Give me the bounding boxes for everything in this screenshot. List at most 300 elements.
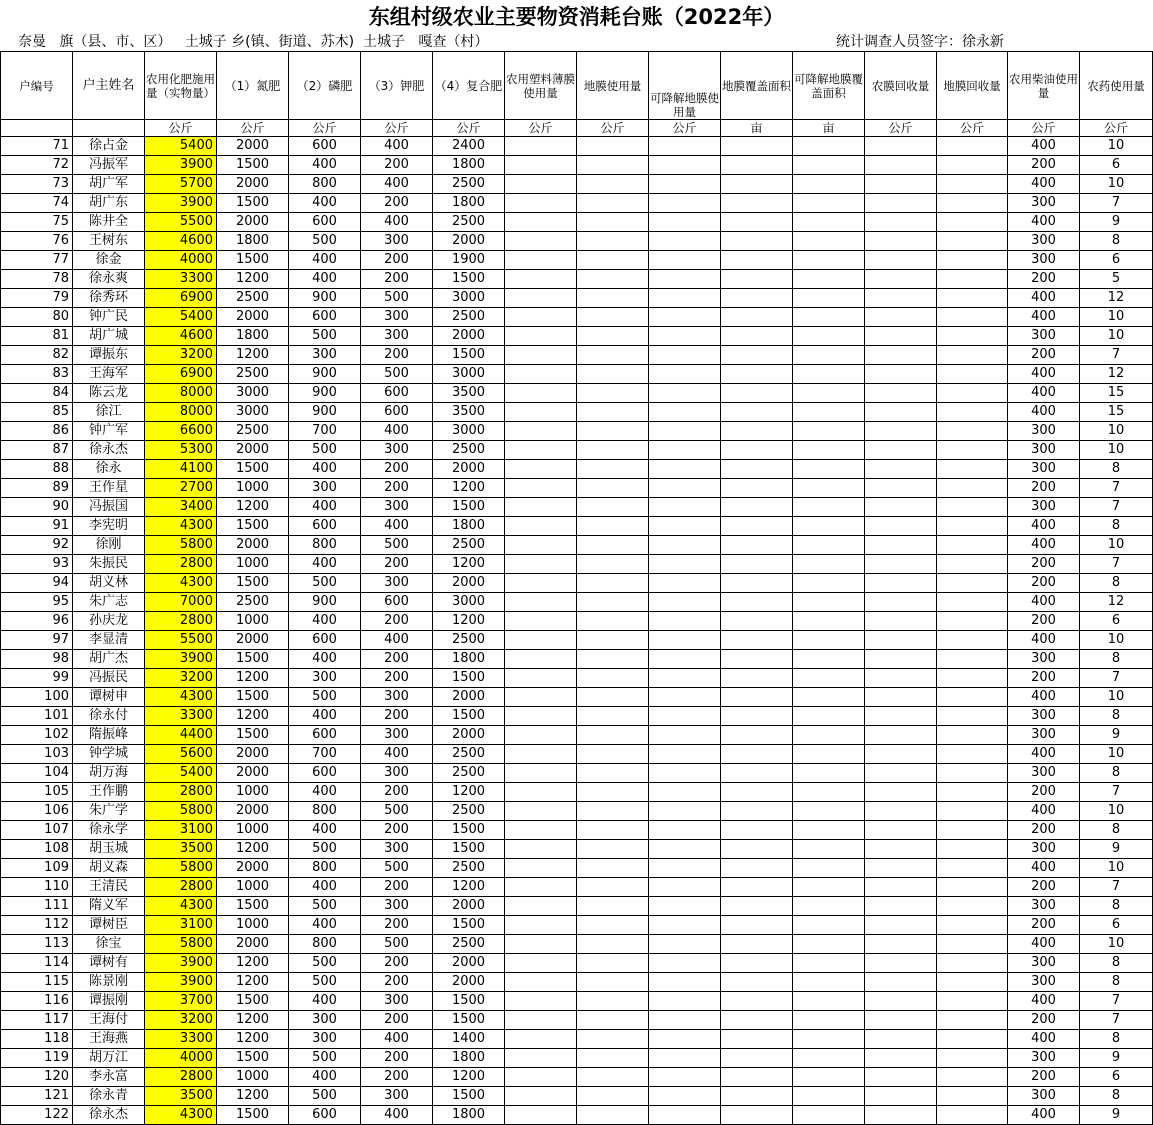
- table-row: [1, 156, 1153, 175]
- cell-mulch-area: [721, 1011, 793, 1030]
- cell-household-name: 胡义林: [73, 574, 145, 593]
- cell-degradable-film: [649, 726, 721, 745]
- cell-household-name: 谭树臣: [73, 916, 145, 935]
- cell-degradable-film: [649, 688, 721, 707]
- cell-degradable-area: [793, 441, 865, 460]
- cell-diesel: 400: [1008, 536, 1080, 555]
- cell-fertilizer-total: 4300: [145, 574, 217, 593]
- table-row: [1, 555, 1153, 574]
- cell-plastic-film: [505, 821, 577, 840]
- cell-mulch-recycle: [937, 593, 1008, 612]
- cell-degradable-film: [649, 764, 721, 783]
- cell-household-number: 102: [1, 726, 73, 745]
- cell-mulch-film: [577, 365, 649, 384]
- cell-compound: 2500: [433, 802, 505, 821]
- cell-diesel: 400: [1008, 859, 1080, 878]
- cell-fertilizer-total: 4300: [145, 688, 217, 707]
- cell-plastic-film: [505, 251, 577, 270]
- cell-degradable-film: [649, 517, 721, 536]
- cell-diesel: 400: [1008, 992, 1080, 1011]
- cell-phosphate: 400: [289, 707, 361, 726]
- cell-fertilizer-total: 5800: [145, 802, 217, 821]
- cell-mulch-recycle: [937, 308, 1008, 327]
- cell-mulch-area: [721, 897, 793, 916]
- unit-cell: 亩: [793, 120, 865, 137]
- cell-household-name: 徐永: [73, 460, 145, 479]
- table-row: [1, 840, 1153, 859]
- cell-nitrogen: 1200: [217, 1087, 289, 1106]
- cell-potash: 500: [361, 859, 433, 878]
- cell-household-number: 114: [1, 954, 73, 973]
- cell-diesel: 400: [1008, 802, 1080, 821]
- cell-household-name: 陈井全: [73, 213, 145, 232]
- header-pesticide: 农药使用量: [1080, 52, 1153, 120]
- cell-mulch-film: [577, 1030, 649, 1049]
- cell-household-name: 徐江: [73, 403, 145, 422]
- cell-diesel: 400: [1008, 745, 1080, 764]
- cell-potash: 500: [361, 935, 433, 954]
- cell-potash: 200: [361, 270, 433, 289]
- cell-degradable-area: [793, 992, 865, 1011]
- table-row: [1, 365, 1153, 384]
- cell-household-number: 96: [1, 612, 73, 631]
- cell-plastic-film: [505, 897, 577, 916]
- cell-phosphate: 400: [289, 650, 361, 669]
- cell-pesticide: 10: [1080, 441, 1153, 460]
- cell-degradable-film: [649, 593, 721, 612]
- cell-mulch-film: [577, 973, 649, 992]
- cell-diesel: 300: [1008, 251, 1080, 270]
- cell-mulch-film: [577, 422, 649, 441]
- cell-plastic-film: [505, 631, 577, 650]
- cell-mulch-area: [721, 593, 793, 612]
- table-header: [1, 52, 1153, 137]
- cell-mulch-area: [721, 498, 793, 517]
- cell-film-recycle: [865, 821, 937, 840]
- cell-mulch-area: [721, 707, 793, 726]
- cell-diesel: 400: [1008, 213, 1080, 232]
- cell-household-number: 97: [1, 631, 73, 650]
- cell-film-recycle: [865, 916, 937, 935]
- cell-mulch-recycle: [937, 270, 1008, 289]
- cell-pesticide: 8: [1080, 650, 1153, 669]
- cell-degradable-area: [793, 821, 865, 840]
- cell-degradable-film: [649, 992, 721, 1011]
- cell-degradable-film: [649, 821, 721, 840]
- cell-potash: 200: [361, 346, 433, 365]
- cell-degradable-area: [793, 555, 865, 574]
- cell-potash: 200: [361, 973, 433, 992]
- cell-plastic-film: [505, 574, 577, 593]
- cell-film-recycle: [865, 365, 937, 384]
- cell-phosphate: 900: [289, 593, 361, 612]
- cell-compound: 2500: [433, 859, 505, 878]
- cell-nitrogen: 2000: [217, 802, 289, 821]
- cell-pesticide: 8: [1080, 973, 1153, 992]
- cell-potash: 200: [361, 555, 433, 574]
- cell-compound: 2500: [433, 631, 505, 650]
- cell-film-recycle: [865, 859, 937, 878]
- cell-mulch-area: [721, 745, 793, 764]
- cell-mulch-recycle: [937, 403, 1008, 422]
- cell-mulch-film: [577, 802, 649, 821]
- cell-mulch-recycle: [937, 821, 1008, 840]
- cell-degradable-area: [793, 346, 865, 365]
- cell-nitrogen: 1200: [217, 498, 289, 517]
- cell-mulch-recycle: [937, 992, 1008, 1011]
- cell-nitrogen: 2500: [217, 422, 289, 441]
- cell-degradable-area: [793, 612, 865, 631]
- cell-mulch-area: [721, 403, 793, 422]
- cell-diesel: 300: [1008, 726, 1080, 745]
- cell-nitrogen: 2000: [217, 213, 289, 232]
- cell-mulch-film: [577, 745, 649, 764]
- cell-film-recycle: [865, 460, 937, 479]
- unit-cell: 公斤: [433, 120, 505, 137]
- cell-mulch-film: [577, 669, 649, 688]
- cell-mulch-area: [721, 555, 793, 574]
- cell-film-recycle: [865, 992, 937, 1011]
- cell-nitrogen: 1500: [217, 574, 289, 593]
- cell-compound: 1200: [433, 783, 505, 802]
- cell-pesticide: 8: [1080, 517, 1153, 536]
- cell-mulch-recycle: [937, 1087, 1008, 1106]
- cell-film-recycle: [865, 688, 937, 707]
- cell-fertilizer-total: 6900: [145, 289, 217, 308]
- cell-phosphate: 400: [289, 555, 361, 574]
- cell-degradable-film: [649, 859, 721, 878]
- cell-diesel: 300: [1008, 498, 1080, 517]
- cell-plastic-film: [505, 783, 577, 802]
- cell-potash: 400: [361, 175, 433, 194]
- table-row: [1, 270, 1153, 289]
- cell-plastic-film: [505, 479, 577, 498]
- cell-mulch-area: [721, 840, 793, 859]
- cell-mulch-area: [721, 308, 793, 327]
- cell-degradable-area: [793, 916, 865, 935]
- cell-film-recycle: [865, 783, 937, 802]
- cell-pesticide: 10: [1080, 308, 1153, 327]
- cell-diesel: 200: [1008, 916, 1080, 935]
- cell-diesel: 400: [1008, 403, 1080, 422]
- cell-degradable-film: [649, 232, 721, 251]
- cell-household-number: 90: [1, 498, 73, 517]
- cell-mulch-film: [577, 631, 649, 650]
- unit-cell-empty: [1, 120, 73, 137]
- cell-household-name: 钟广民: [73, 308, 145, 327]
- cell-nitrogen: 1500: [217, 460, 289, 479]
- cell-diesel: 200: [1008, 270, 1080, 289]
- cell-mulch-area: [721, 1049, 793, 1068]
- cell-compound: 1500: [433, 1011, 505, 1030]
- cell-potash: 300: [361, 897, 433, 916]
- cell-compound: 1200: [433, 555, 505, 574]
- cell-degradable-film: [649, 916, 721, 935]
- cell-mulch-area: [721, 517, 793, 536]
- cell-mulch-film: [577, 650, 649, 669]
- cell-nitrogen: 1000: [217, 555, 289, 574]
- cell-phosphate: 500: [289, 1049, 361, 1068]
- cell-phosphate: 800: [289, 859, 361, 878]
- cell-phosphate: 500: [289, 327, 361, 346]
- cell-household-name: 谭树申: [73, 688, 145, 707]
- cell-mulch-area: [721, 441, 793, 460]
- cell-mulch-area: [721, 859, 793, 878]
- cell-diesel: 200: [1008, 821, 1080, 840]
- cell-household-number: 101: [1, 707, 73, 726]
- table-row: [1, 308, 1153, 327]
- cell-household-name: 徐永杰: [73, 441, 145, 460]
- cell-plastic-film: [505, 1068, 577, 1087]
- cell-degradable-area: [793, 213, 865, 232]
- cell-mulch-recycle: [937, 137, 1008, 156]
- cell-degradable-area: [793, 1011, 865, 1030]
- cell-fertilizer-total: 3200: [145, 669, 217, 688]
- cell-phosphate: 400: [289, 916, 361, 935]
- cell-nitrogen: 1200: [217, 973, 289, 992]
- cell-degradable-area: [793, 422, 865, 441]
- cell-phosphate: 600: [289, 1106, 361, 1125]
- cell-mulch-recycle: [937, 175, 1008, 194]
- table-row: [1, 1049, 1153, 1068]
- header-potash: （3）钾肥: [361, 52, 433, 120]
- cell-film-recycle: [865, 308, 937, 327]
- cell-degradable-area: [793, 897, 865, 916]
- cell-diesel: 300: [1008, 441, 1080, 460]
- cell-mulch-film: [577, 726, 649, 745]
- cell-film-recycle: [865, 954, 937, 973]
- cell-nitrogen: 2000: [217, 536, 289, 555]
- ledger-table: [0, 51, 1153, 1125]
- cell-degradable-area: [793, 688, 865, 707]
- cell-mulch-film: [577, 821, 649, 840]
- cell-nitrogen: 2500: [217, 289, 289, 308]
- cell-mulch-area: [721, 346, 793, 365]
- table-row: [1, 783, 1153, 802]
- cell-mulch-film: [577, 954, 649, 973]
- table-row: [1, 1087, 1153, 1106]
- cell-degradable-film: [649, 631, 721, 650]
- cell-mulch-area: [721, 973, 793, 992]
- cell-degradable-area: [793, 1049, 865, 1068]
- table-row: [1, 764, 1153, 783]
- cell-mulch-area: [721, 232, 793, 251]
- cell-compound: 2500: [433, 764, 505, 783]
- cell-diesel: 400: [1008, 593, 1080, 612]
- unit-cell: 公斤: [361, 120, 433, 137]
- cell-pesticide: 8: [1080, 954, 1153, 973]
- cell-degradable-film: [649, 1049, 721, 1068]
- cell-diesel: 300: [1008, 1049, 1080, 1068]
- cell-nitrogen: 1500: [217, 517, 289, 536]
- cell-pesticide: 7: [1080, 878, 1153, 897]
- cell-compound: 3000: [433, 593, 505, 612]
- cell-fertilizer-total: 3100: [145, 916, 217, 935]
- cell-phosphate: 400: [289, 460, 361, 479]
- cell-nitrogen: 1200: [217, 707, 289, 726]
- cell-household-name: 冯振国: [73, 498, 145, 517]
- cell-potash: 600: [361, 593, 433, 612]
- cell-household-name: 王海付: [73, 1011, 145, 1030]
- table-row: [1, 175, 1153, 194]
- cell-mulch-area: [721, 156, 793, 175]
- cell-household-number: 79: [1, 289, 73, 308]
- cell-household-number: 92: [1, 536, 73, 555]
- cell-pesticide: 10: [1080, 137, 1153, 156]
- cell-mulch-recycle: [937, 460, 1008, 479]
- cell-compound: 1500: [433, 270, 505, 289]
- cell-mulch-recycle: [937, 517, 1008, 536]
- cell-compound: 1400: [433, 1030, 505, 1049]
- cell-mulch-recycle: [937, 954, 1008, 973]
- table-row: [1, 441, 1153, 460]
- cell-nitrogen: 1000: [217, 1068, 289, 1087]
- cell-mulch-film: [577, 384, 649, 403]
- cell-household-number: 75: [1, 213, 73, 232]
- cell-film-recycle: [865, 384, 937, 403]
- cell-plastic-film: [505, 175, 577, 194]
- cell-degradable-area: [793, 365, 865, 384]
- cell-plastic-film: [505, 973, 577, 992]
- cell-mulch-area: [721, 802, 793, 821]
- cell-film-recycle: [865, 612, 937, 631]
- cell-household-name: 王海军: [73, 365, 145, 384]
- cell-compound: 1800: [433, 194, 505, 213]
- cell-film-recycle: [865, 973, 937, 992]
- cell-household-number: 104: [1, 764, 73, 783]
- table-row: [1, 688, 1153, 707]
- header-degradable-area: 可降解地膜覆盖面积: [793, 52, 865, 120]
- cell-household-name: 隋义军: [73, 897, 145, 916]
- cell-fertilizer-total: 3500: [145, 1087, 217, 1106]
- cell-household-name: 谭树有: [73, 954, 145, 973]
- cell-nitrogen: 1500: [217, 650, 289, 669]
- cell-phosphate: 900: [289, 289, 361, 308]
- cell-diesel: 300: [1008, 194, 1080, 213]
- cell-film-recycle: [865, 631, 937, 650]
- cell-potash: 200: [361, 251, 433, 270]
- cell-pesticide: 10: [1080, 935, 1153, 954]
- cell-degradable-area: [793, 1068, 865, 1087]
- cell-mulch-film: [577, 137, 649, 156]
- cell-diesel: 200: [1008, 1068, 1080, 1087]
- cell-pesticide: 9: [1080, 840, 1153, 859]
- unit-cell-empty: [73, 120, 145, 137]
- cell-fertilizer-total: 5500: [145, 213, 217, 232]
- cell-nitrogen: 2000: [217, 308, 289, 327]
- cell-mulch-recycle: [937, 555, 1008, 574]
- cell-mulch-film: [577, 555, 649, 574]
- cell-plastic-film: [505, 688, 577, 707]
- cell-phosphate: 500: [289, 574, 361, 593]
- cell-potash: 300: [361, 840, 433, 859]
- cell-fertilizer-total: 3900: [145, 194, 217, 213]
- cell-compound: 2500: [433, 175, 505, 194]
- cell-household-name: 钟学城: [73, 745, 145, 764]
- cell-household-number: 120: [1, 1068, 73, 1087]
- cell-pesticide: 7: [1080, 1011, 1153, 1030]
- cell-pesticide: 10: [1080, 536, 1153, 555]
- table-row: [1, 422, 1153, 441]
- cell-potash: 400: [361, 1106, 433, 1125]
- cell-plastic-film: [505, 498, 577, 517]
- cell-pesticide: 10: [1080, 802, 1153, 821]
- cell-degradable-film: [649, 327, 721, 346]
- cell-plastic-film: [505, 327, 577, 346]
- cell-degradable-area: [793, 935, 865, 954]
- cell-mulch-film: [577, 251, 649, 270]
- cell-compound: 2000: [433, 973, 505, 992]
- cell-pesticide: 8: [1080, 460, 1153, 479]
- cell-plastic-film: [505, 156, 577, 175]
- cell-diesel: 400: [1008, 631, 1080, 650]
- cell-household-name: 徐秀环: [73, 289, 145, 308]
- cell-mulch-recycle: [937, 707, 1008, 726]
- cell-potash: 300: [361, 726, 433, 745]
- cell-pesticide: 10: [1080, 745, 1153, 764]
- cell-mulch-area: [721, 783, 793, 802]
- cell-diesel: 400: [1008, 1106, 1080, 1125]
- table-row: [1, 346, 1153, 365]
- cell-household-name: 胡万海: [73, 764, 145, 783]
- units-row: [1, 120, 1153, 137]
- cell-mulch-recycle: [937, 1068, 1008, 1087]
- cell-nitrogen: 2000: [217, 859, 289, 878]
- cell-nitrogen: 1200: [217, 840, 289, 859]
- cell-phosphate: 600: [289, 517, 361, 536]
- cell-fertilizer-total: 4000: [145, 1049, 217, 1068]
- cell-pesticide: 9: [1080, 1106, 1153, 1125]
- cell-household-number: 119: [1, 1049, 73, 1068]
- cell-nitrogen: 1000: [217, 479, 289, 498]
- cell-compound: 2400: [433, 137, 505, 156]
- cell-nitrogen: 1500: [217, 1106, 289, 1125]
- cell-nitrogen: 1200: [217, 954, 289, 973]
- cell-mulch-area: [721, 878, 793, 897]
- cell-film-recycle: [865, 422, 937, 441]
- cell-household-name: 徐金: [73, 251, 145, 270]
- cell-household-name: 徐永付: [73, 707, 145, 726]
- cell-potash: 200: [361, 916, 433, 935]
- cell-fertilizer-total: 2800: [145, 555, 217, 574]
- cell-mulch-film: [577, 840, 649, 859]
- cell-compound: 1500: [433, 916, 505, 935]
- cell-pesticide: 7: [1080, 498, 1153, 517]
- cell-degradable-film: [649, 1087, 721, 1106]
- cell-mulch-recycle: [937, 574, 1008, 593]
- cell-film-recycle: [865, 878, 937, 897]
- cell-household-name: 孙庆龙: [73, 612, 145, 631]
- cell-film-recycle: [865, 726, 937, 745]
- cell-mulch-film: [577, 536, 649, 555]
- cell-degradable-film: [649, 137, 721, 156]
- cell-household-name: 胡万江: [73, 1049, 145, 1068]
- cell-mulch-area: [721, 194, 793, 213]
- cell-mulch-film: [577, 707, 649, 726]
- cell-diesel: 300: [1008, 650, 1080, 669]
- unit-cell: 公斤: [289, 120, 361, 137]
- cell-degradable-area: [793, 137, 865, 156]
- cell-fertilizer-total: 2700: [145, 479, 217, 498]
- cell-compound: 1800: [433, 1106, 505, 1125]
- cell-mulch-film: [577, 517, 649, 536]
- cell-nitrogen: 1800: [217, 232, 289, 251]
- cell-plastic-film: [505, 650, 577, 669]
- cell-fertilizer-total: 3900: [145, 650, 217, 669]
- cell-fertilizer-total: 5500: [145, 631, 217, 650]
- cell-degradable-area: [793, 498, 865, 517]
- cell-mulch-film: [577, 213, 649, 232]
